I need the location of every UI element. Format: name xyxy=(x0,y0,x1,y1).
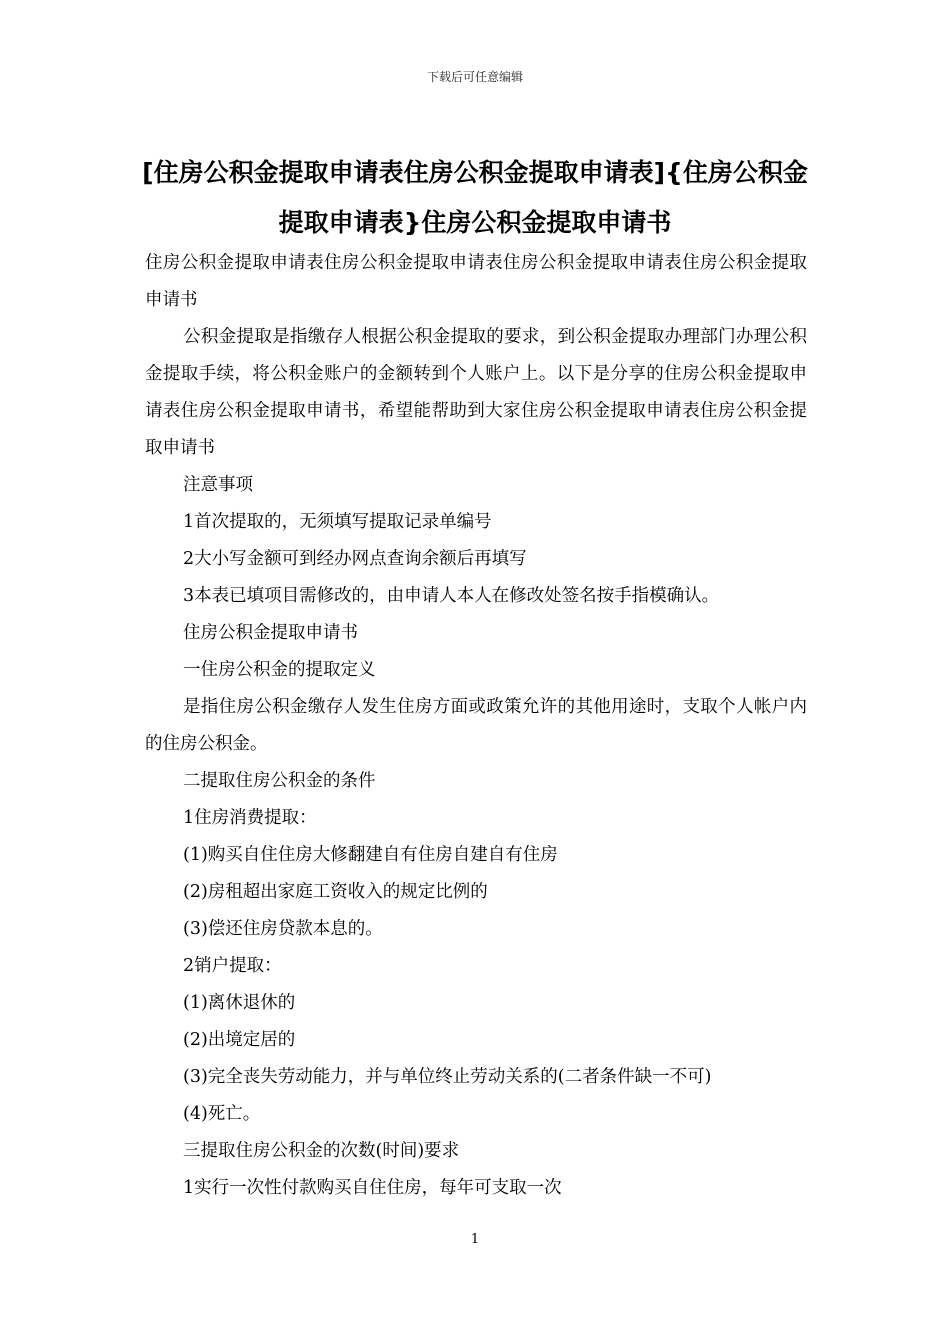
body-paragraph: (2)出境定居的 xyxy=(183,1030,296,1050)
body-paragraph: (1)离休退休的 xyxy=(183,993,296,1013)
body-paragraph: 公积金提取是指缴存人根据公积金提取的要求，到公积金提取办理部门办理公积金提取手续，将公积金账户的金额转到个人账户上。以下是分享的住房公积金提取申请表住房公积金提取申请书，希望能帮助到大家住房公积金提取申请表住房公积金提取申请书 xyxy=(145,327,807,458)
body-paragraph: 1实行一次性付款购买自住住房，每年可支取一次 xyxy=(183,1178,562,1198)
page-number: 1 xyxy=(470,1232,480,1247)
body-paragraph: 是指住房公积金缴存人发生住房方面或政策允许的其他用途时，支取个人帐户内的住房公积金。 xyxy=(145,697,807,754)
body-paragraph: 一住房公积金的提取定义 xyxy=(183,660,376,680)
body-paragraph: 住房公积金提取申请书 xyxy=(183,623,358,643)
body-paragraph: 3本表已填项目需修改的，由申请人本人在修改处签名按手指模确认。 xyxy=(183,586,720,606)
body-paragraph: 2大小写金额可到经办网点查询余额后再填写 xyxy=(183,549,527,569)
body-paragraph: 1首次提取的，无须填写提取记录单编号 xyxy=(183,512,492,532)
body-paragraph: 1住房消费提取： xyxy=(183,808,317,828)
body-paragraph: (4)死亡。 xyxy=(183,1104,261,1124)
page-header-note: 下载后可任意编辑 xyxy=(426,70,523,84)
document-body xyxy=(145,245,807,1207)
body-paragraph: 2销户提取： xyxy=(183,956,282,976)
body-paragraph: (2)房租超出家庭工资收入的规定比例的 xyxy=(183,882,488,902)
document-title: [住房公积金提取申请表住房公积金提取申请表]{住房公积金提取申请表}住房公积金提取申请书 xyxy=(142,158,808,237)
body-paragraph: 注意事项 xyxy=(183,475,253,495)
body-paragraph: 住房公积金提取申请表住房公积金提取申请表住房公积金提取申请表住房公积金提取申请书 xyxy=(145,253,807,310)
body-paragraph: (3)偿还住房贷款本息的。 xyxy=(183,919,383,939)
body-paragraph: (3)完全丧失劳动能力，并与单位终止劳动关系的(二者条件缺一不可) xyxy=(183,1067,712,1087)
body-paragraph: 二提取住房公积金的条件 xyxy=(183,771,376,791)
body-paragraph: 三提取住房公积金的次数(时间)要求 xyxy=(183,1141,460,1161)
body-paragraph: (1)购买自住住房大修翻建自有住房自建自有住房 xyxy=(183,845,558,865)
